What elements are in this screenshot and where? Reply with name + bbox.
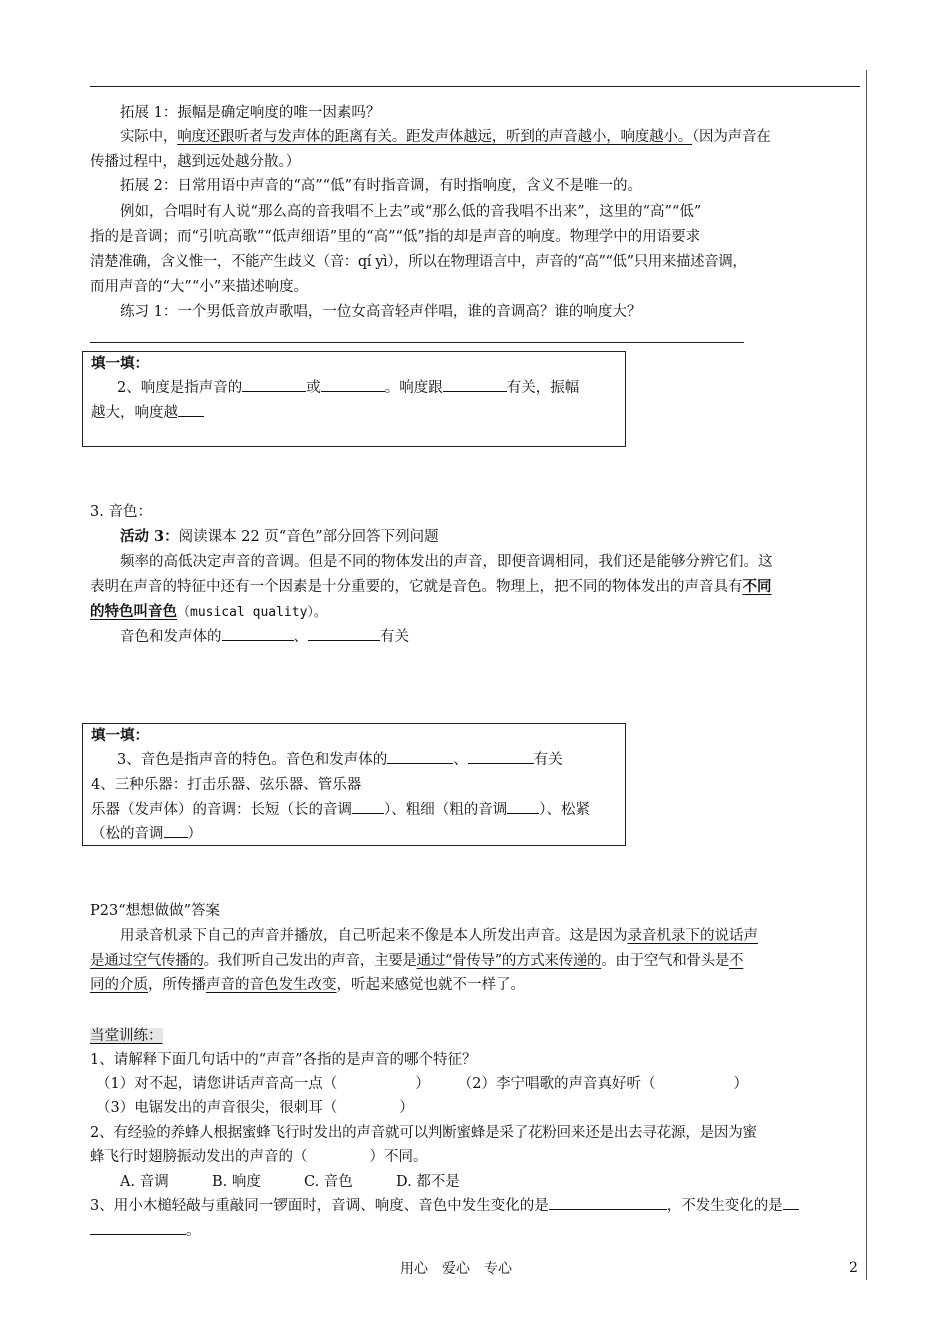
- training-q3-line2: 。: [90, 1219, 868, 1243]
- ext1-title: 拓展 1：振幅是确定响度的唯一因素吗？: [120, 105, 381, 121]
- fill2-blank-5[interactable]: [164, 823, 188, 838]
- timbre-blank-2[interactable]: [308, 626, 380, 641]
- fill1-blank-2[interactable]: [321, 377, 385, 392]
- q3-blank-2a[interactable]: [783, 1195, 799, 1210]
- fill2-blank-4[interactable]: [507, 799, 539, 814]
- practice1: 练习 1：一个男低音放声歌唱，一位女高音轻声伴唱，谁的音调高？谁的响度大？: [120, 304, 642, 320]
- fill2-blank-1[interactable]: [387, 749, 453, 764]
- fill2-blank-2[interactable]: [468, 749, 534, 764]
- fill1-blank-4[interactable]: [178, 402, 204, 417]
- ext2-line4: 而用声音的“大”“小”来描述响度。: [90, 279, 309, 295]
- p23-title: P23“想想做做”答案: [90, 903, 221, 919]
- fill2-blank-3[interactable]: [352, 799, 384, 814]
- training-q1-items: （1）对不起，请您讲话声音高一点（ ） （2）李宁唱歌的声音真好听（ ）: [96, 1076, 748, 1092]
- footer-text: 用心 爱心 专心: [400, 1261, 512, 1277]
- training-q3-line1: 3、用小木槌轻敲与重敲同一锣面时，音调、响度、音色中发生变化的是 ，不发生变化的是: [90, 1194, 868, 1218]
- training-heading: 当堂训练：: [90, 1028, 163, 1044]
- ext1-underlined-text: 响度还跟听者与发声体的距离有关。距发声体越远，听到的声音越小，响度越小。: [177, 129, 692, 145]
- fill-box-2: [82, 723, 626, 846]
- fill2-line3: 乐器（发声体）的音调：长短（长的音调 ）、粗细（粗的音调 ）、松紧: [91, 798, 590, 822]
- practice1-answer-line: [90, 342, 744, 343]
- q2-option-d[interactable]: D. 都不是: [396, 1174, 460, 1190]
- top-rule: [90, 86, 860, 87]
- fill2-line1: 3、音色是指声音的特色。音色和发声体的 、 有关: [91, 748, 563, 772]
- timbre-section-title: 3. 音色：: [90, 504, 152, 520]
- activity3: 活动 3：阅读课本 22 页“音色”部分回答下列问题: [120, 528, 439, 545]
- ext2-line1: 例如，合唱时有人说“那么高的音我唱不上去”或“那么低的音我唱不出来”，这里的“高”“低”: [120, 204, 702, 220]
- timbre-para-line1: 频率的高低决定声音的音调。但是不同的物体发出的声音，即便音调相同，我们还是能够分辨它们。这: [120, 554, 773, 570]
- timbre-para-line2: 表明在声音的特征中还有一个因素是十分重要的，它就是音色。物理上，把不同的物体发出的声音具有不同: [90, 578, 772, 595]
- fill1-blank-3[interactable]: [443, 377, 507, 392]
- fill1-heading: 填一填：: [91, 355, 149, 372]
- timbre-blank-1[interactable]: [222, 626, 294, 641]
- fill2-heading: 填一填：: [91, 727, 149, 744]
- q3-blank-2b[interactable]: [90, 1220, 186, 1235]
- timbre-para-line3: 的特色叫音色（musical quality）。: [90, 603, 327, 620]
- training-q2-line2: 蜂飞行时翅膀振动发出的声音的（ ）不同。: [90, 1149, 428, 1165]
- ext2-line2: 指的是音调；而“引吭高歌”“低声细语”里的“高”“低”指的却是声音的响度。物理学中的用语要求: [90, 229, 701, 245]
- ext1-line2: 传播过程中，越到远处越分散。）: [90, 154, 301, 170]
- q2-option-c[interactable]: C. 音色: [304, 1174, 353, 1190]
- ext1-line1: 实际中，响度还跟听者与发声体的距离有关。距发声体越远，听到的声音越小，响度越小。（因为声音在: [120, 129, 771, 145]
- fill2-line4: （松的音调 ）: [91, 822, 202, 846]
- fill1-line2: 越大，响度越: [91, 401, 204, 425]
- ext2-line3: 清楚准确，含义惟一，不能产生歧义（音：qí yì），所以在物理语言中，声音的“高”“低”只用来描述音调，: [90, 254, 747, 270]
- fill1-blank-1[interactable]: [242, 377, 306, 392]
- p23-line3: 同的介质，所传播声音的音色发生改变，听起来感觉也就不一样了。: [90, 977, 525, 993]
- training-q2-line1: 2、有经验的养蜂人根据蜜蜂飞行时发出的声音就可以判断蜜蜂是采了花粉回来还是出去寻花源，是因为蜜: [90, 1125, 757, 1141]
- p23-line1: 用录音机录下自己的声音并播放，自己听起来不像是本人所发出声音。这是因为录音机录下的说话声: [120, 928, 758, 944]
- page-number: 2: [849, 1260, 858, 1276]
- fill-box-1: [82, 351, 626, 447]
- q2-option-a[interactable]: A. 音调: [120, 1174, 169, 1190]
- q2-option-b[interactable]: B. 响度: [212, 1174, 261, 1190]
- training-q1-3: （3）电锯发出的声音很尖，很刺耳（ ）: [96, 1100, 414, 1116]
- q3-blank-1[interactable]: [549, 1195, 667, 1210]
- ext2-title: 拓展 2：日常用语中声音的“高”“低”有时指音调，有时指响度，含义不是唯一的。: [120, 178, 642, 194]
- training-q2-options: [90, 1170, 898, 1194]
- timbre-question: 音色和发声体的 、 有关: [90, 625, 898, 649]
- fill2-line2: 4、三种乐器：打击乐器、弦乐器、管乐器: [91, 777, 362, 793]
- fill1-line1: 2、响度是指声音的 或 。响度跟 有关，振幅: [91, 376, 579, 400]
- training-q1: 1、请解释下面几句话中的“声音”各指的是声音的哪个特征？: [90, 1052, 477, 1068]
- p23-line2: 是通过空气传播的。我们听自己发出的声音，主要是通过“骨传导”的方式来传递的。由于空气和骨头是不: [90, 953, 744, 969]
